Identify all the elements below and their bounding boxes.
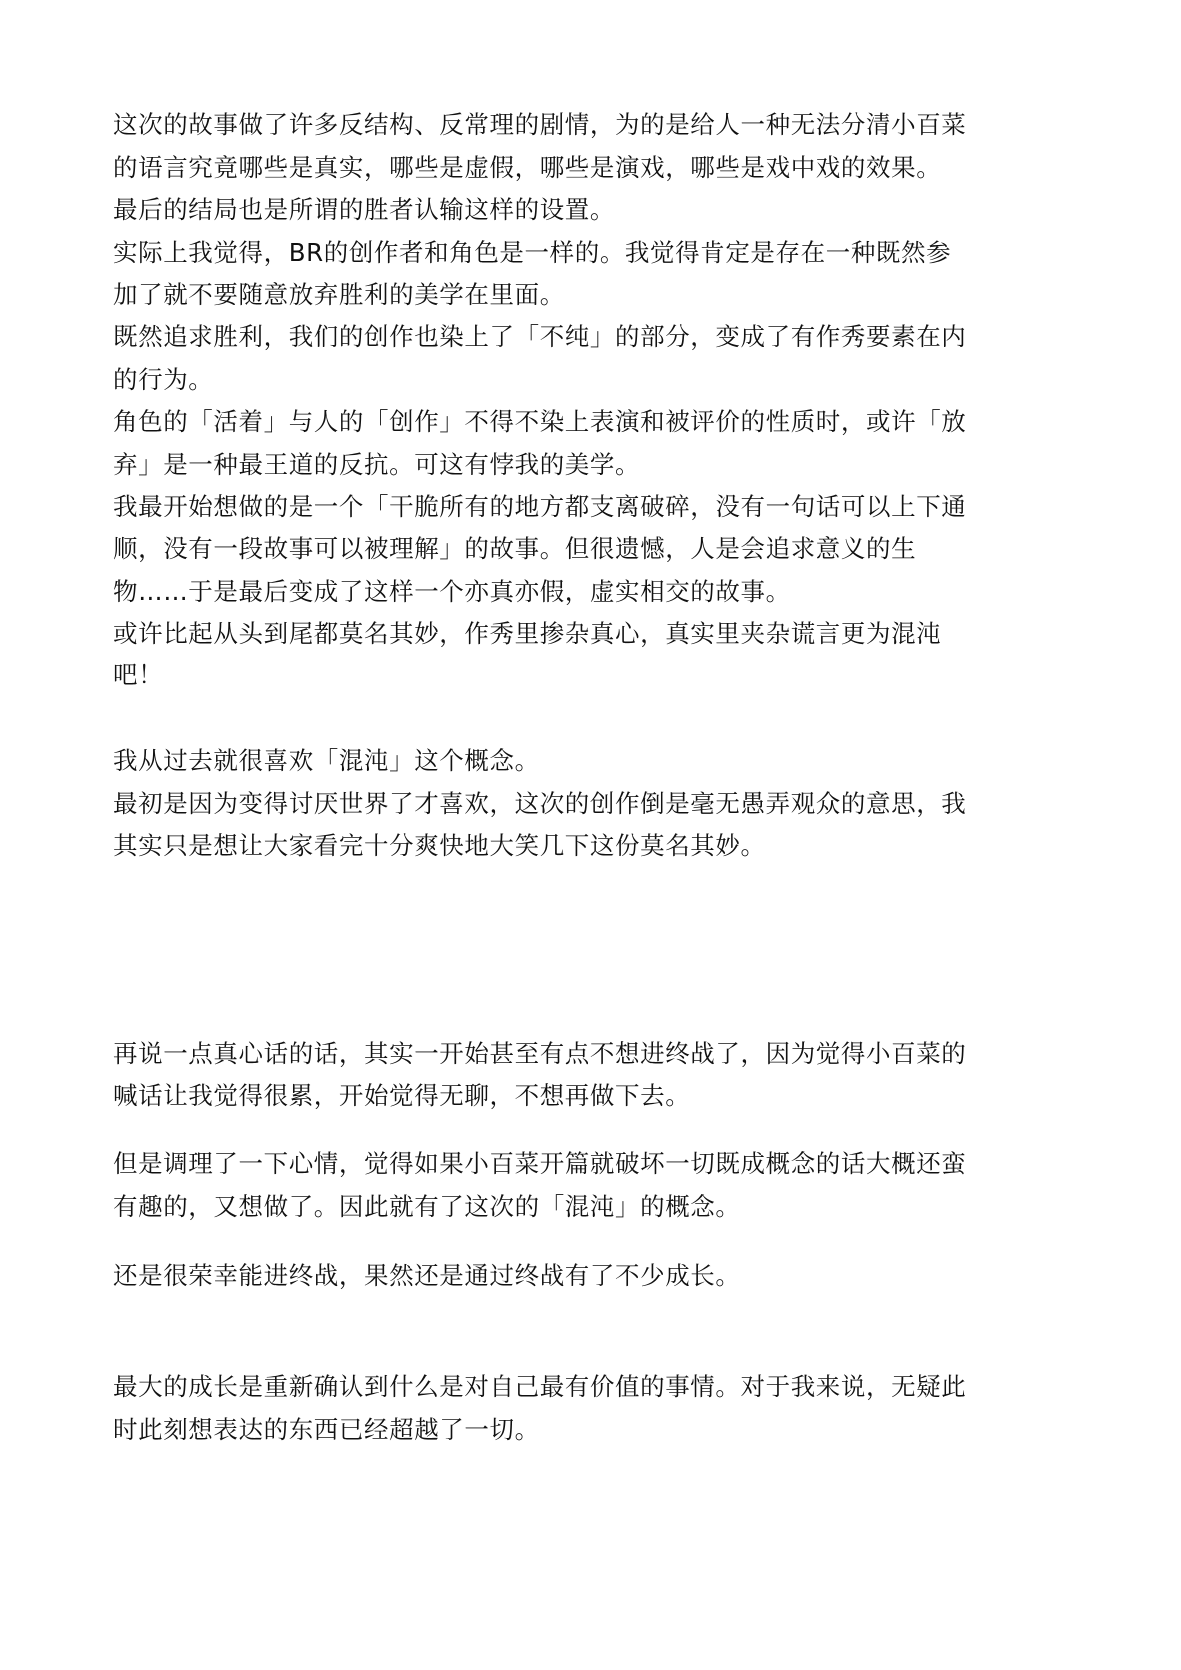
text-line: 最后的结局也是所谓的胜者认输这样的设置。 — [113, 195, 615, 224]
text-line: 顺，没有一段故事可以被理解」的故事。但很遗憾，人是会追求意义的生 — [113, 534, 917, 563]
text-line: 时此刻想表达的东西已经超越了一切。 — [113, 1415, 540, 1444]
text-line: 物……于是最后变成了这样一个亦真亦假，虚实相交的故事。 — [113, 577, 791, 606]
text-line: 的语言究竟哪些是真实，哪些是虚假，哪些是演戏，哪些是戏中戏的效果。 — [113, 153, 942, 182]
text-line: 角色的「活着」与人的「创作」不得不染上表演和被评价的性质时，或许「放 — [113, 407, 967, 436]
text-line: 有趣的，又想做了。因此就有了这次的「混沌」的概念。 — [113, 1192, 741, 1221]
text-line: 其实只是想让大家看完十分爽快地大笑几下这份莫名其妙。 — [113, 831, 766, 860]
text-line: 最大的成长是重新确认到什么是对自己最有价值的事情。对于我来说，无疑此 — [113, 1372, 967, 1401]
text-line: 的行为。 — [113, 365, 214, 394]
text-line: 最初是因为变得讨厌世界了才喜欢，这次的创作倒是毫无愚弄观众的意思，我 — [113, 789, 967, 818]
text-line: 吧！ — [113, 660, 164, 689]
text-line: 还是很荣幸能进终战，果然还是通过终战有了不少成长。 — [113, 1261, 741, 1290]
text-line: 再说一点真心话的话，其实一开始甚至有点不想进终战了，因为觉得小百菜的 — [113, 1039, 967, 1068]
text-line: 既然追求胜利，我们的创作也染上了「不纯」的部分，变成了有作秀要素在内 — [113, 322, 967, 351]
text-line: 喊话让我觉得很累，开始觉得无聊，不想再做下去。 — [113, 1081, 691, 1110]
text-line: 我从过去就很喜欢「混沌」这个概念。 — [113, 746, 540, 775]
text-line: 实际上我觉得，BR的创作者和角色是一样的。我觉得肯定是存在一种既然参 — [113, 238, 952, 267]
text-line: 弃」是一种最王道的反抗。可这有悖我的美学。 — [113, 450, 641, 479]
text-line: 但是调理了一下心情，觉得如果小百菜开篇就破坏一切既成概念的话大概还蛮 — [113, 1149, 967, 1178]
text-line: 加了就不要随意放弃胜利的美学在里面。 — [113, 280, 565, 309]
text-line: 或许比起从头到尾都莫名其妙，作秀里掺杂真心，真实里夹杂谎言更为混沌 — [113, 619, 942, 648]
text-line: 这次的故事做了许多反结构、反常理的剧情，为的是给人一种无法分清小百菜 — [113, 110, 967, 139]
text-line: 我最开始想做的是一个「干脆所有的地方都支离破碎，没有一句话可以上下通 — [113, 492, 967, 521]
